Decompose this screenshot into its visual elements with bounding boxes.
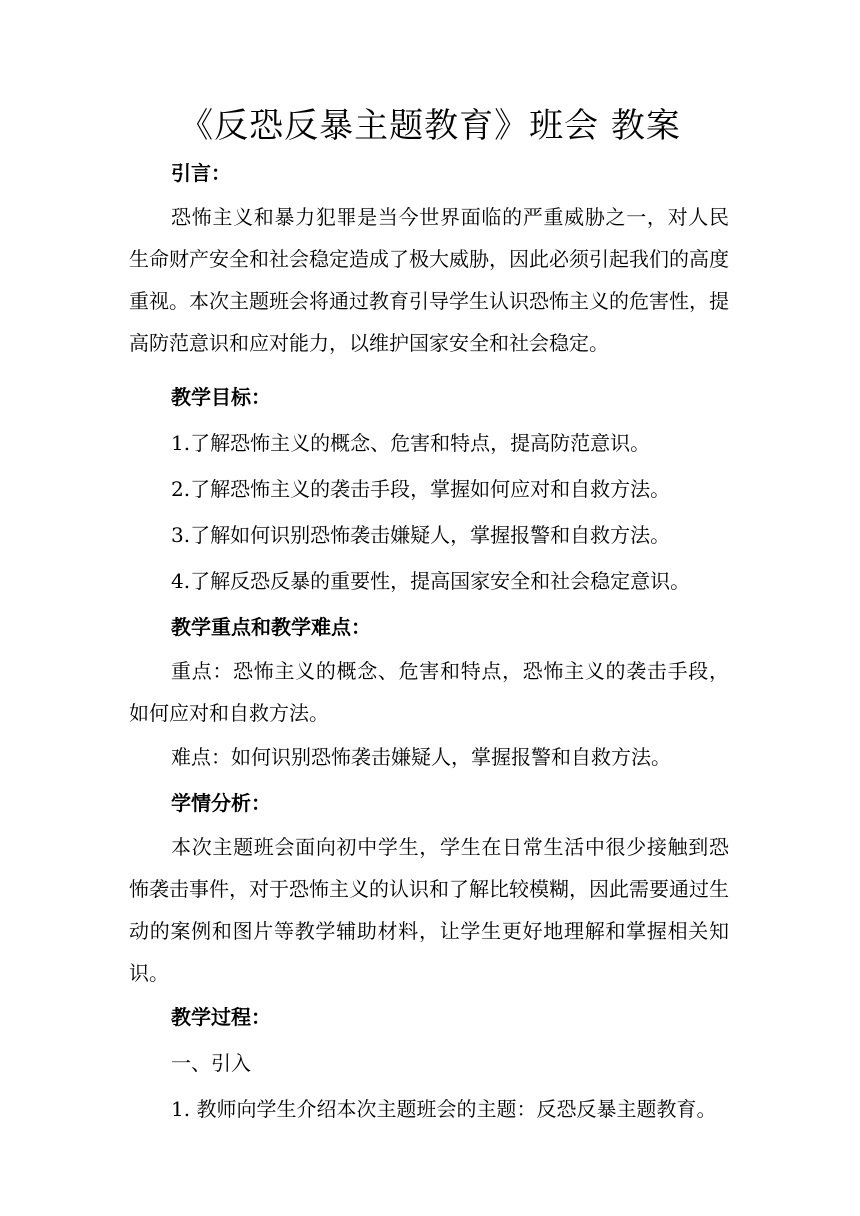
analysis-paragraph: 本次主题班会面向初中学生，学生在日常生活中很少接触到恐怖袭击事件，对于恐怖主义的认识和了解比较模糊，因此需要通过生动的案例和图片等教学辅助材料，让学生更好地理解和掌握相关知识。 [129, 835, 729, 985]
goal-item-4: 4.了解反恐反暴的重要性，提高国家安全和社会稳定意识。 [171, 569, 691, 593]
keypoints-heading: 教学重点和教学难点： [171, 615, 371, 639]
goal-item-1: 1.了解恐怖主义的概念、危害和特点，提高防范意识。 [171, 431, 651, 455]
intro-paragraph: 恐怖主义和暴力犯罪是当今世界面临的严重威胁之一，对人民生命财产安全和社会稳定造成了极大威胁，因此必须引起我们的高度重视。本次主题班会将通过教育引导学生认识恐怖主义的危害性，提高防范意识和应对能力，以维护国家安全和社会稳定。 [129, 205, 729, 355]
goal-item-3: 3.了解如何识别恐怖袭击嫌疑人，掌握报警和自救方法。 [171, 523, 671, 547]
goal-item-2: 2.了解恐怖主义的袭击手段，掌握如何应对和自救方法。 [171, 477, 671, 501]
analysis-heading: 学情分析： [171, 791, 271, 815]
keypoints-difficulty: 难点：如何识别恐怖袭击嫌疑人，掌握报警和自救方法。 [171, 745, 671, 769]
document-body [129, 150, 729, 1132]
document-title: 《反恐反暴主题教育》班会 教案 [179, 106, 681, 146]
goals-heading: 教学目标： [171, 385, 271, 409]
intro-heading: 引言： [171, 161, 231, 185]
keypoints-focus: 重点：恐怖主义的概念、危害和特点，恐怖主义的袭击手段，如何应对和自救方法。 [129, 659, 729, 725]
process-heading: 教学过程： [171, 1005, 271, 1029]
process-step-1: 1. 教师向学生介绍本次主题班会的主题：反恐反暴主题教育。 [171, 1097, 717, 1121]
process-subheading: 一、引入 [171, 1051, 251, 1075]
